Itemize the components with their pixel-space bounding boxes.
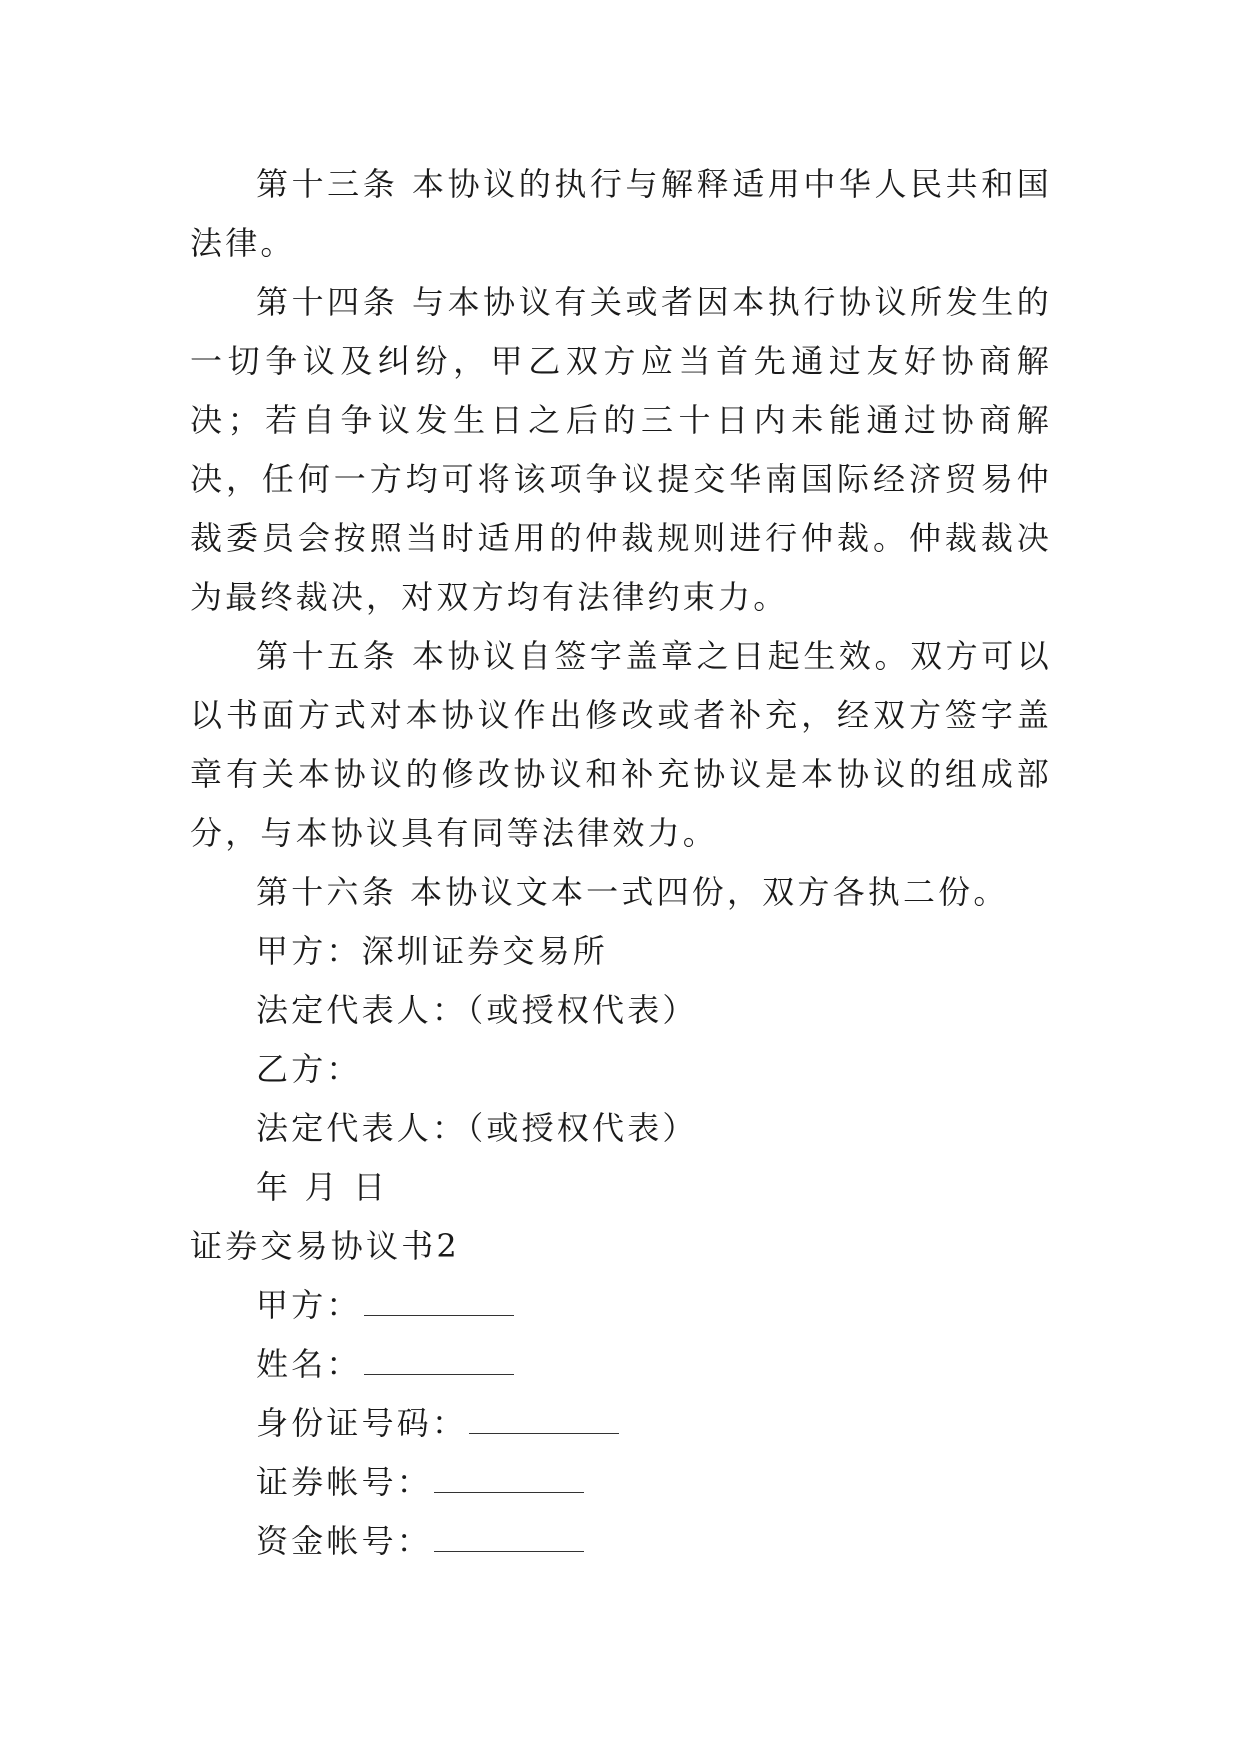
- fill-blank: [434, 1529, 584, 1552]
- field-label: 甲方：: [256, 1286, 362, 1324]
- fill-blank: [434, 1470, 584, 1493]
- field-id-number: [190, 1394, 1052, 1453]
- fill-blank: [364, 1352, 514, 1375]
- article-14: 第十四条 与本协议有关或者因本执行协议所发生的一切争议及纠纷，甲乙双方应当首先通过友好协商解决；若自争议发生日之后的三十日内未能通过协商解决，任何一方均可将该项争议提交华南国际经济贸易仲裁委员会按照当时适用的仲裁规则进行仲裁。仲裁裁决为最终裁决，对双方均有法律约束力。: [190, 283, 1052, 616]
- field-label: 证券帐号：: [256, 1463, 433, 1501]
- rep-a-line: 法定代表人：（或授权代表）: [256, 991, 698, 1029]
- field-securities-account: [190, 1453, 1052, 1512]
- article-13: 第十三条 本协议的执行与解释适用中华人民共和国法律。: [190, 165, 1052, 262]
- article-16: 第十六条 本协议文本一式四份，双方各执二份。: [256, 873, 1009, 911]
- article-15: 第十五条 本协议自签字盖章之日起生效。双方可以以书面方式对本协议作出修改或者补充，经双方签字盖章有关本协议的修改协议和补充协议是本协议的组成部分，与本协议具有同等法律效力。: [190, 637, 1052, 852]
- fill-blank: [364, 1293, 514, 1316]
- rep-b-line: 法定代表人：（或授权代表）: [256, 1109, 698, 1147]
- field-fund-account: [190, 1512, 1052, 1571]
- party-a-line: 甲方：深圳证券交易所: [256, 932, 609, 970]
- date-line: 年 月 日: [256, 1168, 389, 1206]
- document-page: [190, 155, 1052, 1571]
- party-b-line: 乙方：: [256, 1050, 362, 1088]
- field-label: 资金帐号：: [256, 1522, 433, 1560]
- field-party-a: [190, 1276, 1052, 1335]
- second-doc-title: 证券交易协议书2: [190, 1227, 460, 1265]
- fill-blank: [469, 1411, 619, 1434]
- field-name: [190, 1335, 1052, 1394]
- field-label: 姓名：: [256, 1345, 362, 1383]
- field-label: 身份证号码：: [256, 1404, 468, 1442]
